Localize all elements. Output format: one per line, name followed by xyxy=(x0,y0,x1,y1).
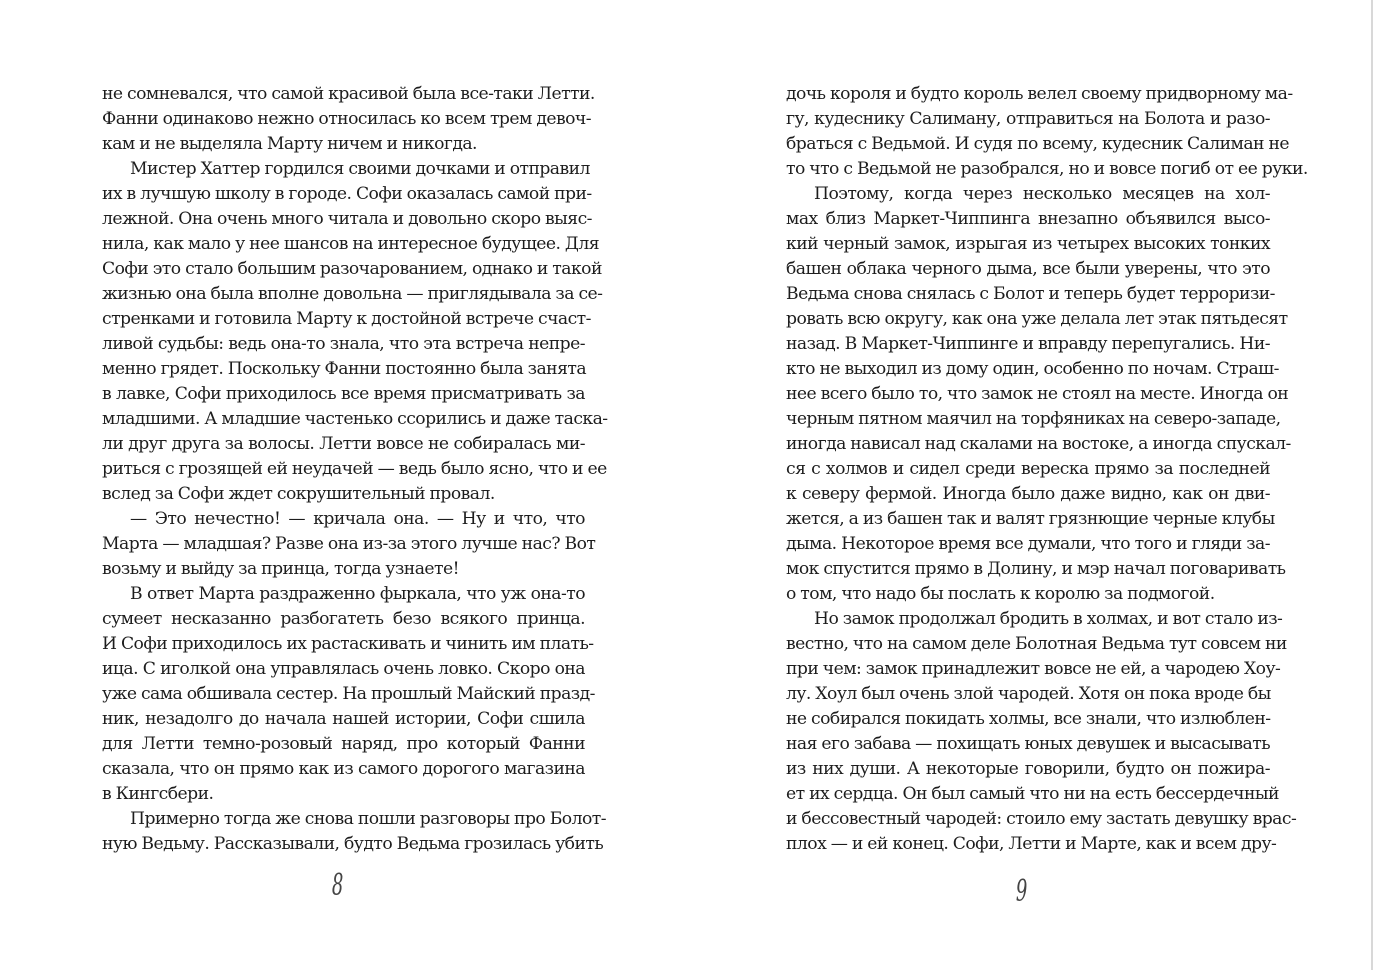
text-line: ица. С иголкой она управлялась очень ловко. Скоро она xyxy=(102,659,585,679)
text-line: младшими. А младшие частенько ссорились и даже таска- xyxy=(102,409,608,429)
right-page-number: 9 xyxy=(1015,874,1028,909)
text-line: ли друг друга за волосы. Летти вовсе не собиралась ми- xyxy=(102,434,585,454)
text-line: жизнью она была вполне довольна — приглядывала за се- xyxy=(102,284,603,304)
text-line: уже сама обшивала сестер. На прошлый Майский празд- xyxy=(102,684,595,704)
text-line: плох — и ей конец. Софи, Летти и Марте, как и всем дру- xyxy=(786,834,1277,854)
text-line: нила, как мало у нее шансов на интересное будущее. Для xyxy=(102,234,600,254)
text-line: назад. В Маркет-Чиппинге и вправду перепугались. Ни- xyxy=(786,334,1270,354)
left-page-number: 8 xyxy=(331,868,344,903)
text-line: ную Ведьму. Рассказывали, будто Ведьма грозилась убить xyxy=(102,834,604,854)
text-line: лу. Хоул был очень злой чародей. Хотя он пока вроде бы xyxy=(786,684,1271,704)
left-page xyxy=(0,0,686,970)
right-page xyxy=(686,0,1372,970)
text-line: из них души. А некоторые говорили, будто он пожира- xyxy=(786,759,1270,779)
text-line: браться с Ведьмой. И судя по всему, кудесник Салиман не xyxy=(786,134,1289,154)
text-line: Софи это стало большим разочарованием, однако и такой xyxy=(102,259,602,279)
left-page-text xyxy=(102,82,608,857)
text-line: и бессовестный чародей: стоило ему застать девушку врас- xyxy=(786,809,1297,829)
text-line: нее всего было то, что замок не стоял на месте. Иногда он xyxy=(786,384,1289,404)
text-line: иногда нависал над скалами на востоке, а иногда спускал- xyxy=(786,434,1291,454)
text-line: при чем: замок принадлежит вовсе не ей, а чародею Хоу- xyxy=(786,659,1281,679)
text-line: в лавке, Софи приходилось все время присматривать за xyxy=(102,384,585,404)
right-page-text xyxy=(786,82,1308,857)
text-line: гу, кудеснику Салиману, отправиться на Болота и разо- xyxy=(786,109,1270,129)
text-line: ливой судьбы: ведь она-то знала, что эта встреча непре- xyxy=(102,334,585,354)
text-line: Поэтому, когда через несколько месяцев на хол- xyxy=(814,184,1270,204)
text-line: риться с грозящей ей неудачей — ведь было ясно, что и ее xyxy=(102,459,607,479)
text-line: Но замок продолжал бродить в холмах, и вот стало из- xyxy=(814,609,1283,629)
text-line: к северу фермой. Иногда было даже видно, как он дви- xyxy=(786,484,1270,504)
text-line: их в лучшую школу в городе. Софи оказалась самой при- xyxy=(102,184,592,204)
text-line: ная его забава — похищать юных девушек и высасывать xyxy=(786,734,1270,754)
text-line: башен облака черного дыма, все были уверены, что это xyxy=(786,259,1270,279)
text-line: мах близ Маркет-Чиппинга внезапно объявился высо- xyxy=(786,209,1270,229)
text-line: — Это нечестно! — кричала она. — Ну и что, что xyxy=(130,509,585,529)
text-line: кто не выходил из дому один, особенно по ночам. Страш- xyxy=(786,359,1279,379)
text-line: Мистер Хаттер гордился своими дочками и отправил xyxy=(130,159,590,179)
text-line: для Летти темно-розовый наряд, про который Фанни xyxy=(102,734,585,754)
text-line: то что с Ведьмой не разобрался, но и вовсе погиб от ее руки. xyxy=(786,159,1308,179)
text-line: Марта — младшая? Разве она из-за этого лучше нас? Вот xyxy=(102,534,596,554)
text-line: возьму и выйду за принца, тогда узнаете! xyxy=(102,559,459,579)
text-line: в Кингсбери. xyxy=(102,784,214,804)
text-line: мок спустится прямо в Долину, и мэр начал поговаривать xyxy=(786,559,1286,579)
text-line: лежной. Она очень много читала и довольно скоро выяс- xyxy=(102,209,592,229)
text-line: не сомневался, что самой красивой была все-таки Летти. xyxy=(102,84,595,104)
text-line: кам и не выделяла Марту ничем и никогда. xyxy=(102,134,477,154)
text-line: не собирался покидать холмы, все знали, что излюблен- xyxy=(786,709,1271,729)
text-line: ник, незадолго до начала нашей истории, Софи сшила xyxy=(102,709,585,729)
text-line: Примерно тогда же снова пошли разговоры про Болот- xyxy=(130,809,606,829)
text-line: дочь короля и будто король велел своему придворному ма- xyxy=(786,84,1293,104)
text-line: черным пятном маячил на торфяниках на северо-западе, xyxy=(786,409,1281,429)
text-line: вестно, что на самом деле Болотная Ведьма тут совсем ни xyxy=(786,634,1287,654)
text-line: В ответ Марта раздраженно фыркала, что уж она-то xyxy=(130,584,585,604)
text-line: сумеет несказанно разбогатеть безо всякого принца. xyxy=(102,609,585,629)
text-line: дыма. Некоторое время все думали, что того и гляди за- xyxy=(786,534,1270,554)
text-line: ся с холмов и сидел среди вереска прямо за последней xyxy=(786,459,1270,479)
text-line: Фанни одинаково нежно относилась ко всем трем девоч- xyxy=(102,109,591,129)
text-line: кий черный замок, изрыгая из четырех высоких тонких xyxy=(786,234,1270,254)
text-line: жется, а из башен так и валят грязнющие черные клубы xyxy=(786,509,1275,529)
text-line: И Софи приходилось их растаскивать и чинить им плать- xyxy=(102,634,594,654)
text-line: вслед за Софи ждет сокрушительный провал. xyxy=(102,484,495,504)
text-line: Ведьма снова снялась с Болот и теперь будет терроризи- xyxy=(786,284,1275,304)
text-line: ровать всю округу, как она уже делала лет этак пятьдесят xyxy=(786,309,1288,329)
text-line: ет их сердца. Он был самый что ни на есть бессердечный xyxy=(786,784,1279,804)
text-line: стренками и готовила Марту к достойной встрече счаст- xyxy=(102,309,591,329)
text-line: о том, что надо бы послать к королю за подмогой. xyxy=(786,584,1215,604)
text-line: менно грядет. Поскольку Фанни постоянно была занята xyxy=(102,359,587,379)
text-line: сказала, что он прямо как из самого дорогого магазина xyxy=(102,759,585,779)
